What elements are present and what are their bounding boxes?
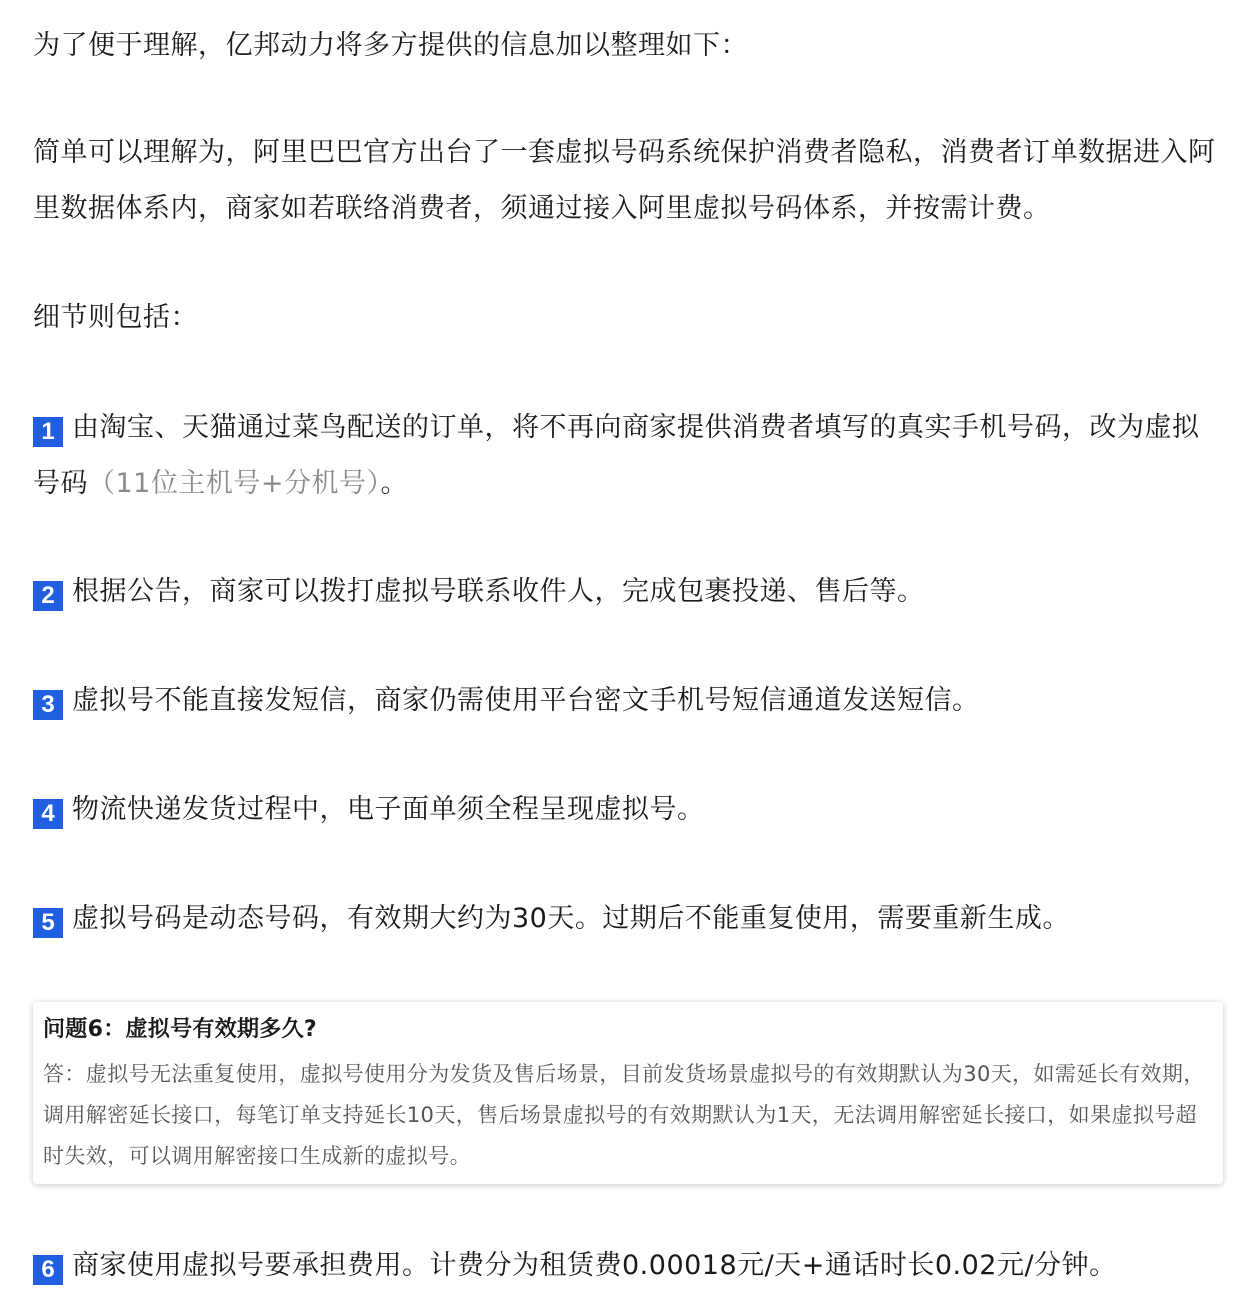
- qa-card: [33, 1002, 1223, 1184]
- list-item: [33, 564, 1226, 620]
- item-number-badge: 6: [33, 1255, 63, 1285]
- intro-paragraph: 为了便于理解，亿邦动力将多方提供的信息加以整理如下：: [33, 30, 748, 61]
- list-item-text: 物流快递发货过程中，电子面单须全程呈现虚拟号。: [72, 794, 705, 825]
- list-item-text: 由淘宝、天猫通过菜鸟配送的订单，将不再向商家提供消费者填写的真实手机号码，改为虚拟: [72, 412, 1200, 443]
- list-item-end: 。: [380, 468, 408, 499]
- item-number-badge: 1: [33, 417, 63, 447]
- list-item-note: （11位主机号+分机号）: [88, 468, 381, 499]
- list-item: [33, 782, 1226, 838]
- list-item-continuation: [33, 456, 1226, 512]
- list-item: [33, 891, 1226, 947]
- list-item-text: 虚拟号码是动态号码，有效期大约为30天。过期后不能重复使用，需要重新生成。: [72, 903, 1070, 934]
- list-item: [33, 1238, 1226, 1294]
- item-number-badge: 5: [33, 908, 63, 938]
- list-item-text: 商家使用虚拟号要承担费用。计费分为租赁费0.00018元/天+通话时长0.02元/分钟。: [72, 1250, 1117, 1281]
- list-item-text: 根据公告，商家可以拨打虚拟号联系收件人，完成包裹投递、售后等。: [72, 576, 925, 607]
- list-item: [33, 673, 1226, 729]
- item-number-badge: 4: [33, 799, 63, 829]
- qa-answer: 答：虚拟号无法重复使用，虚拟号使用分为发货及售后场景，目前发货场景虚拟号的有效期默认为30天，如需延长有效期，调用解密延长接口，每笔订单支持延长10天，售后场景虚拟号的有效期默认为1天，无法调用解密延长接口，如果虚拟号超时失效，可以调用解密接口生成新的虚拟号。: [43, 1062, 1205, 1168]
- list-item-text: 虚拟号不能直接发短信，商家仍需使用平台密文手机号短信通道发送短信。: [72, 685, 980, 716]
- item-number-badge: 2: [33, 581, 63, 611]
- list-item: [33, 400, 1226, 456]
- list-item-text-cont: 号码: [33, 468, 88, 499]
- qa-question: 问题6：虚拟号有效期多久?: [43, 1017, 317, 1042]
- details-heading: 细节则包括：: [33, 302, 198, 333]
- summary-paragraph: 简单可以理解为，阿里巴巴官方出台了一套虚拟号码系统保护消费者隐私，消费者订单数据进入阿里数据体系内，商家如若联络消费者，须通过接入阿里虚拟号码体系，并按需计费。: [33, 137, 1216, 224]
- item-number-badge: 3: [33, 690, 63, 720]
